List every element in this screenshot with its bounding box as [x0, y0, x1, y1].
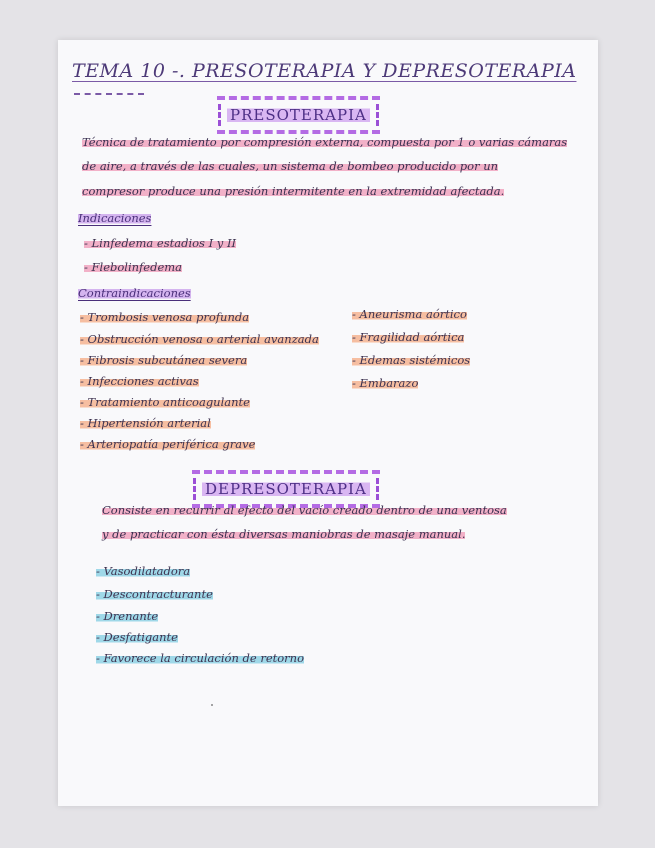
contraindicaciones-heading: Contraindicaciones — [78, 286, 191, 300]
contraindicacion-item: - Tratamiento anticoagulante — [80, 395, 250, 409]
contraindicacion-item: - Arteriopatía periférica grave — [80, 437, 256, 451]
contraindicacion-item: - Aneurisma aórtico — [352, 307, 467, 321]
indicaciones-heading: Indicaciones — [78, 211, 152, 225]
title-underline-decoration — [74, 93, 144, 95]
efecto-item: - Drenante — [96, 609, 159, 623]
efecto-item: - Descontracturante — [96, 587, 213, 601]
depresoterapia-heading-text: DEPRESOTERAPIA — [202, 480, 370, 498]
page-title: TEMA 10 -. PRESOTERAPIA Y DEPRESOTERAPIA — [72, 60, 577, 82]
contraindicacion-item: - Fibrosis subcutánea severa — [80, 353, 248, 367]
contraindicacion-item: - Hipertensión arterial — [80, 416, 211, 430]
contraindicacion-item: - Edemas sistémicos — [352, 353, 471, 367]
efecto-item: - Vasodilatadora — [96, 564, 191, 578]
efecto-item: - Favorece la circulación de retorno — [96, 651, 305, 665]
ink-dot-mark — [211, 704, 213, 706]
contraindicacion-item: - Infecciones activas — [80, 374, 199, 388]
depresoterapia-heading — [193, 478, 379, 500]
presoterapia-definition-line-1: Técnica de tratamiento por compresión externa, compuesta por 1 o varias cámaras — [82, 135, 568, 149]
presoterapia-heading — [218, 104, 379, 126]
efecto-item: - Desfatigante — [96, 630, 178, 644]
contraindicacion-item: - Fragilidad aórtica — [352, 330, 465, 344]
presoterapia-definition-line-3: compresor produce una presión intermitente en la extremidad afectada. — [82, 184, 505, 198]
presoterapia-heading-text: PRESOTERAPIA — [227, 106, 370, 124]
depresoterapia-definition-line-2: y de practicar con ésta diversas maniobras de masaje manual. — [102, 527, 466, 541]
contraindicacion-item: - Embarazo — [352, 376, 419, 390]
contraindicacion-item: - Obstrucción venosa o arterial avanzada — [80, 332, 319, 346]
indicacion-item: - Flebolinfedema — [84, 260, 183, 274]
depresoterapia-definition-line-1: Consiste en recurrir al efecto del vacío creado dentro de una ventosa — [102, 503, 507, 517]
indicacion-item: - Linfedema estadios I y II — [84, 236, 237, 250]
presoterapia-definition-line-2: de aire, a través de las cuales, un sistema de bombeo producido por un — [82, 159, 499, 173]
contraindicacion-item: - Trombosis venosa profunda — [80, 310, 250, 324]
